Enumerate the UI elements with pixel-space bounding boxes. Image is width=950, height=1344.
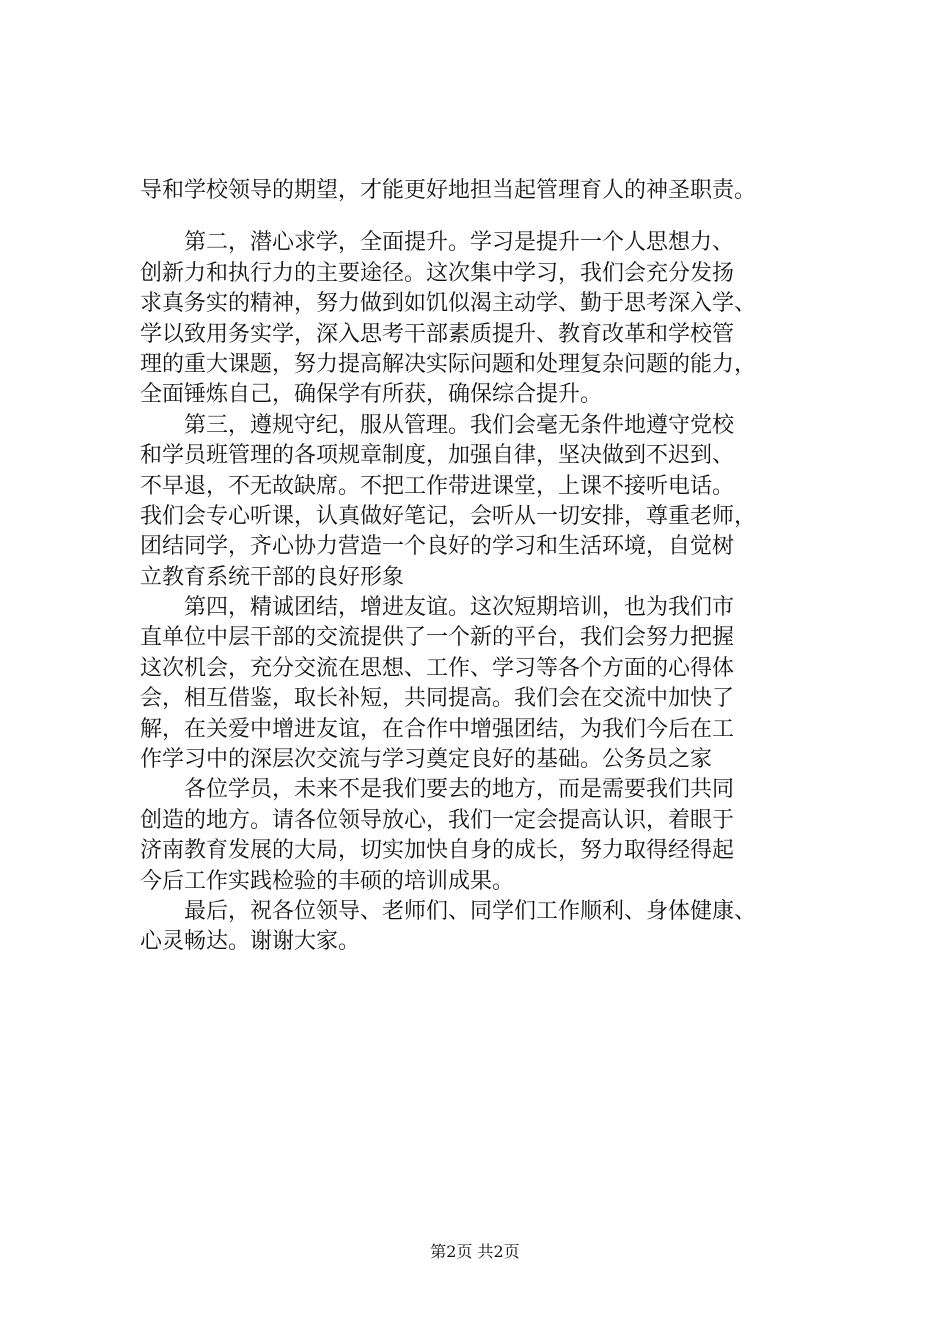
text-line: 求真务实的精神，努力做到如饥似渴主动学、勤于思考深入学、 xyxy=(140,291,757,317)
paragraph-group xyxy=(140,228,860,957)
text-line: 第三，遵规守纪，服从管理。我们会毫无条件地遵守党校 xyxy=(140,412,735,438)
text-line: 最后，祝各位领导、老师们、同学们工作顺利、身体健康、 xyxy=(140,898,757,924)
text-line: 会，相互借鉴，取长补短，共同提高。我们会在交流中加快了 xyxy=(140,686,735,712)
paragraph-continuation xyxy=(140,176,860,206)
page-footer: 第2页 共2页 xyxy=(430,1242,520,1261)
text-line: 团结同学，齐心协力营造一个良好的学习和生活环境，自觉树 xyxy=(140,534,735,560)
text-line: 直单位中层干部的交流提供了一个新的平台，我们会努力把握 xyxy=(140,625,735,651)
text-line: 心灵畅达。谢谢大家。 xyxy=(140,929,361,955)
text-line: 第四，精诚团结，增进友谊。这次短期培训，也为我们市 xyxy=(140,595,735,621)
text-line: 创新力和执行力的主要途径。这次集中学习，我们会充分发扬 xyxy=(140,260,735,286)
text-line: 创造的地方。请各位领导放心，我们一定会提高认识，着眼于 xyxy=(140,807,735,833)
text-line: 导和学校领导的期望，才能更好地担当起管理育人的神圣职责。 xyxy=(140,178,757,203)
text-line: 这次机会，充分交流在思想、工作、学习等各个方面的心得体 xyxy=(140,655,735,681)
text-line: 济南教育发展的大局，切实加快自身的成长，努力取得经得起 xyxy=(140,838,735,864)
document-body xyxy=(140,176,860,958)
text-line: 解，在关爱中增进友谊，在合作中增强团结，为我们今后在工 xyxy=(140,716,735,742)
text-line: 第二，潜心求学，全面提升。学习是提升一个人思想力、 xyxy=(140,230,735,256)
text-line: 学以致用务实学，深入思考干部素质提升、教育改革和学校管 xyxy=(140,321,735,347)
text-line: 和学员班管理的各项规章制度，加强自律，坚决做到不迟到、 xyxy=(140,443,735,469)
text-line: 我们会专心听课，认真做好笔记，会听从一切安排，尊重老师， xyxy=(140,503,757,529)
text-line: 各位学员，未来不是我们要去的地方，而是需要我们共同 xyxy=(140,777,735,803)
text-line: 理的重大课题，努力提高解决实际问题和处理复杂问题的能力， xyxy=(140,351,757,377)
text-line: 立教育系统干部的良好形象 xyxy=(140,564,405,590)
text-line: 今后工作实践检验的丰硕的培训成果。 xyxy=(140,868,515,894)
text-line: 不早退，不无故缺席。不把工作带进课堂，上课不接听电话。 xyxy=(140,473,735,499)
paragraph-gap xyxy=(140,206,860,228)
text-line: 全面锤炼自己，确保学有所获，确保综合提升。 xyxy=(140,382,603,408)
text-line: 作学习中的深层次交流与学习奠定良好的基础。公务员之家 xyxy=(140,747,713,773)
